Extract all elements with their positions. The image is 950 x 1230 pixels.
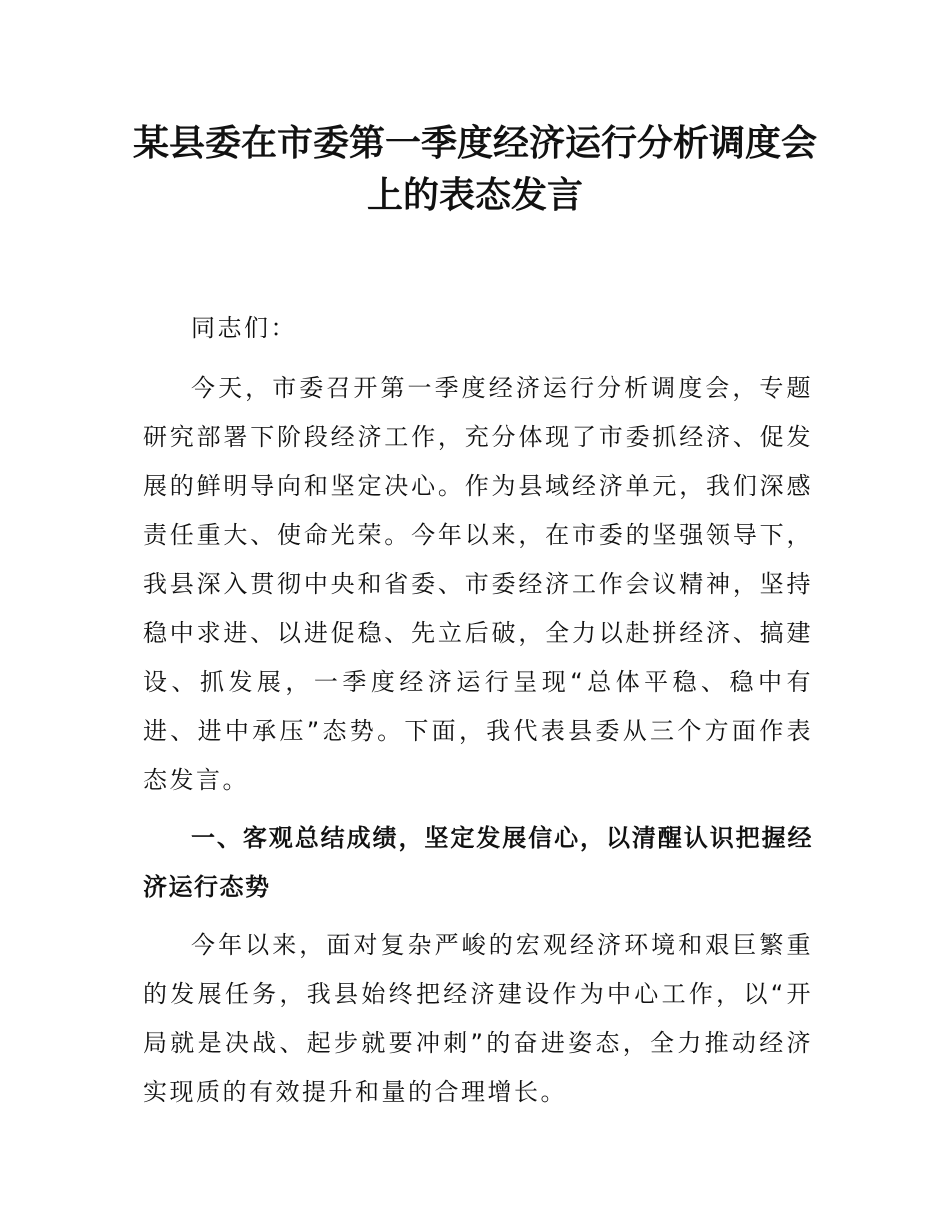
- paragraph-section-1: 今年以来，面对复杂严峻的宏观经济环境和艰巨繁重的发展任务，我县始终把经济建设作为中心工作，以“开局就是决战、起步就要冲刺”的奋进姿态，全力推动经济实现质的有效提升和量的合理增长。: [143, 931, 813, 1106]
- section-heading-1: 一、客观总结成绩，坚定发展信心，以清醒认识把握经济运行态势: [143, 824, 813, 901]
- greeting: 同志们：: [191, 314, 297, 342]
- document-body: [143, 304, 813, 1126]
- document-title: 某县委在市委第一季度经济运行分析调度会上的表态发言: [132, 123, 817, 216]
- paragraph-intro: 今天，市委召开第一季度经济运行分析调度会，专题研究部署下阶段经济工作，充分体现了市委抓经济、促发展的鲜明导向和坚定决心。作为县域经济单元，我们深感责任重大、使命光荣。今年以来，在市委的坚强领导下，我县深入贯彻中央和省委、市委经济工作会议精神，坚持稳中求进、以进促稳、先立后破，全力以赴拼经济、搞建设、抓发展，一季度经济运行呈现“总体平稳、稳中有进、进中承压”态势。下面，我代表县委从三个方面作表态发言。: [143, 374, 813, 794]
